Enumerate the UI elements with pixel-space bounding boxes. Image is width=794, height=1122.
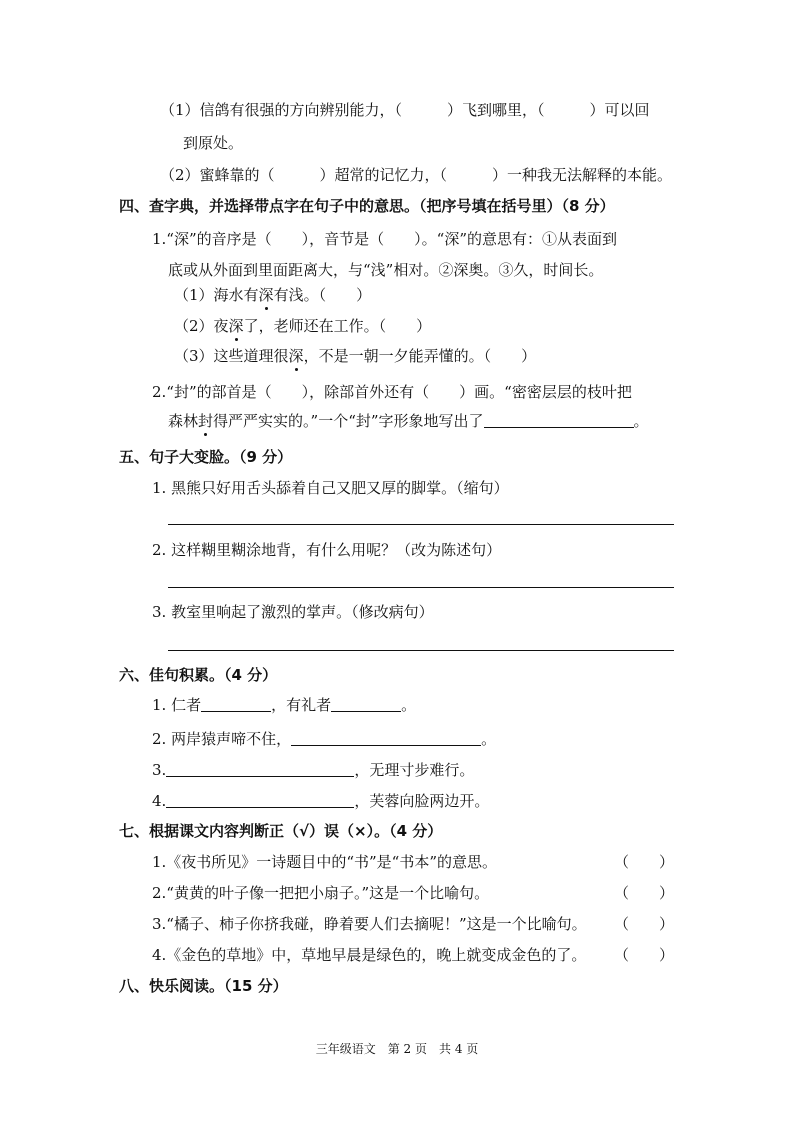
sec3-q2: （2）蜜蜂靠的（ ）超常的记忆力，（ ）一种我无法解释的本能。 [160, 166, 673, 184]
sec7-q4: 4.《金色的草地》中，草地早晨是绿色的，晚上就变成金色的了。 [152, 946, 587, 964]
sec7-q1: 1.《夜书所见》一诗题目中的“书”是“书本”的意思。 [152, 853, 497, 871]
answer-line[interactable] [168, 524, 674, 525]
sec6-title: 六、佳句积累。（4 分） [119, 666, 278, 684]
sec6-q4: 4. ，芙蓉向脸两边开。 [152, 792, 490, 810]
answer-blank[interactable] [166, 760, 354, 777]
sec5-q2: 2. 这样糊里糊涂地背，有什么用呢？（改为陈述句） [152, 541, 502, 559]
sec4-sub2: （2）夜深了，老师还在工作。（ ） [174, 317, 432, 335]
page-footer: 三年级语文 第 2 页 共 4 页 [315, 1042, 479, 1056]
dotted-char: 深 [228, 317, 244, 335]
sec4-q1-line2: 底或从外面到里面距离大，与“浅”相对。②深奥。③久，时间长。 [168, 261, 604, 279]
sec3-q1-line2: 到原处。 [183, 134, 244, 152]
sec4-sub3: （3）这些道理很深，不是一朝一夕能弄懂的。（ ） [174, 347, 537, 365]
sec4-q2-line2: 森林封得严严实实的。”一个“封”字形象地写出了 。 [168, 412, 649, 430]
dotted-char: 深 [258, 286, 274, 304]
answer-blank[interactable] [331, 695, 401, 712]
answer-line[interactable] [168, 587, 674, 588]
answer-paren[interactable]: （ ） [614, 884, 675, 902]
answer-blank[interactable] [201, 695, 271, 712]
answer-blank[interactable] [166, 791, 354, 808]
answer-paren[interactable]: （ ） [614, 946, 675, 964]
sec7-q3: 3.“橘子、柿子你挤我碰，睁着要人们去摘呢！”这是一个比喻句。 [152, 915, 587, 933]
dotted-char: 深 [288, 347, 304, 365]
sec5-title: 五、句子大变脸。（9 分） [119, 448, 293, 466]
dotted-char: 封 [198, 412, 214, 430]
sec7-q2: 2.“黄黄的叶子像一把把小扇子。”这是一个比喻句。 [152, 884, 490, 902]
answer-blank[interactable] [484, 411, 634, 428]
sec6-q3: 3. ，无理寸步难行。 [152, 761, 475, 779]
sec4-title: 四、查字典，并选择带点字在句子中的意思。（把序号填在括号里）（8 分） [119, 197, 615, 215]
sec4-q1-line1: 1.“深”的音序是（ ），音节是（ ）。“深”的意思有：①从表面到 [152, 230, 617, 248]
answer-line[interactable] [168, 650, 674, 651]
sec5-q3: 3. 教室里响起了激烈的掌声。（修改病句） [152, 603, 434, 621]
sec7-title: 七、根据课文内容判断正（√）误（×）。（4 分） [119, 822, 443, 840]
answer-blank[interactable] [291, 729, 481, 746]
sec4-q2-line1: 2.“封”的部首是（ ），除部首外还有（ ）画。“密密层层的枝叶把 [152, 383, 632, 401]
sec6-q1: 1. 仁者 ，有礼者 。 [152, 696, 417, 714]
sec6-q2: 2. 两岸猿声啼不住， 。 [152, 730, 497, 748]
answer-paren[interactable]: （ ） [614, 853, 675, 871]
sec3-q1-line1: （1）信鸽有很强的方向辨别能力，（ ）飞到哪里，（ ）可以回 [160, 101, 650, 119]
sec4-sub1: （1）海水有深有浅。（ ） [174, 286, 372, 304]
answer-paren[interactable]: （ ） [614, 915, 675, 933]
sec8-title: 八、快乐阅读。（15 分） [119, 977, 288, 995]
sec5-q1: 1. 黑熊只好用舌头舔着自己又肥又厚的脚掌。（缩句） [152, 479, 509, 497]
